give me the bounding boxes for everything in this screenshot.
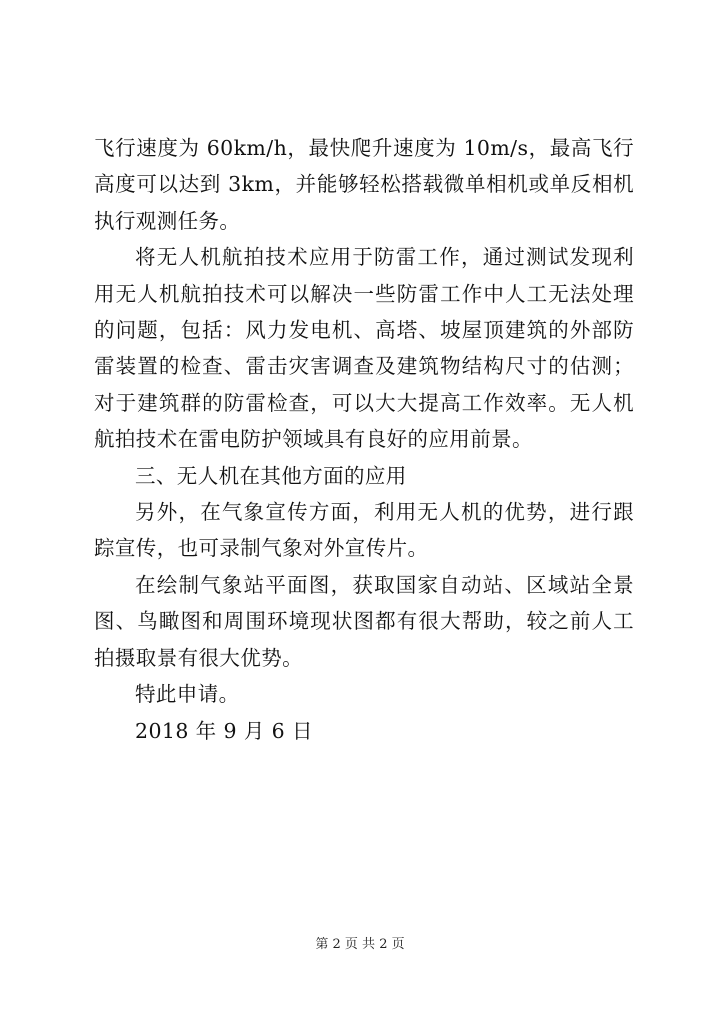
document-date: 2018 年 9 月 6 日 <box>135 718 313 743</box>
paragraph-weather-publicity: 另外，在气象宣传方面，利用无人机的优势，进行跟踪宣传，也可录制气象对外宣传片。 <box>94 500 634 561</box>
paragraph-flight-specs: 飞行速度为 60km/h，最快爬升速度为 10m/s，最高飞行高度可以达到 3km，并能够轻松搭载微单相机或单反相机执行观测任务。 <box>94 136 634 233</box>
paragraph-closing: 特此申请。 <box>135 682 240 707</box>
page-number-footer: 第 2 页 共 2 页 <box>315 937 405 952</box>
document-body <box>94 130 634 749</box>
paragraph-station-mapping: 在绘制气象站平面图，获取国家自动站、区域站全景图、鸟瞰图和周围环境现状图都有很大帮助，较之前人工拍摄取景有很大优势。 <box>94 572 634 670</box>
paragraph-lightning-protection: 将无人机航拍技术应用于防雷工作，通过测试发现利用无人机航拍技术可以解决一些防雷工作中人工无法处理的问题，包括：风力发电机、高塔、坡屋顶建筑的外部防雷装置的检查、雷击灾害调查及建筑物结构尺寸的估测；对于建筑群的防雷检查，可以大大提高工作效率。无人机航拍技术在雷电防护领域具有良好的应用前景。 <box>94 245 634 452</box>
section-heading-other-applications: 三、无人机在其他方面的应用 <box>135 463 407 488</box>
